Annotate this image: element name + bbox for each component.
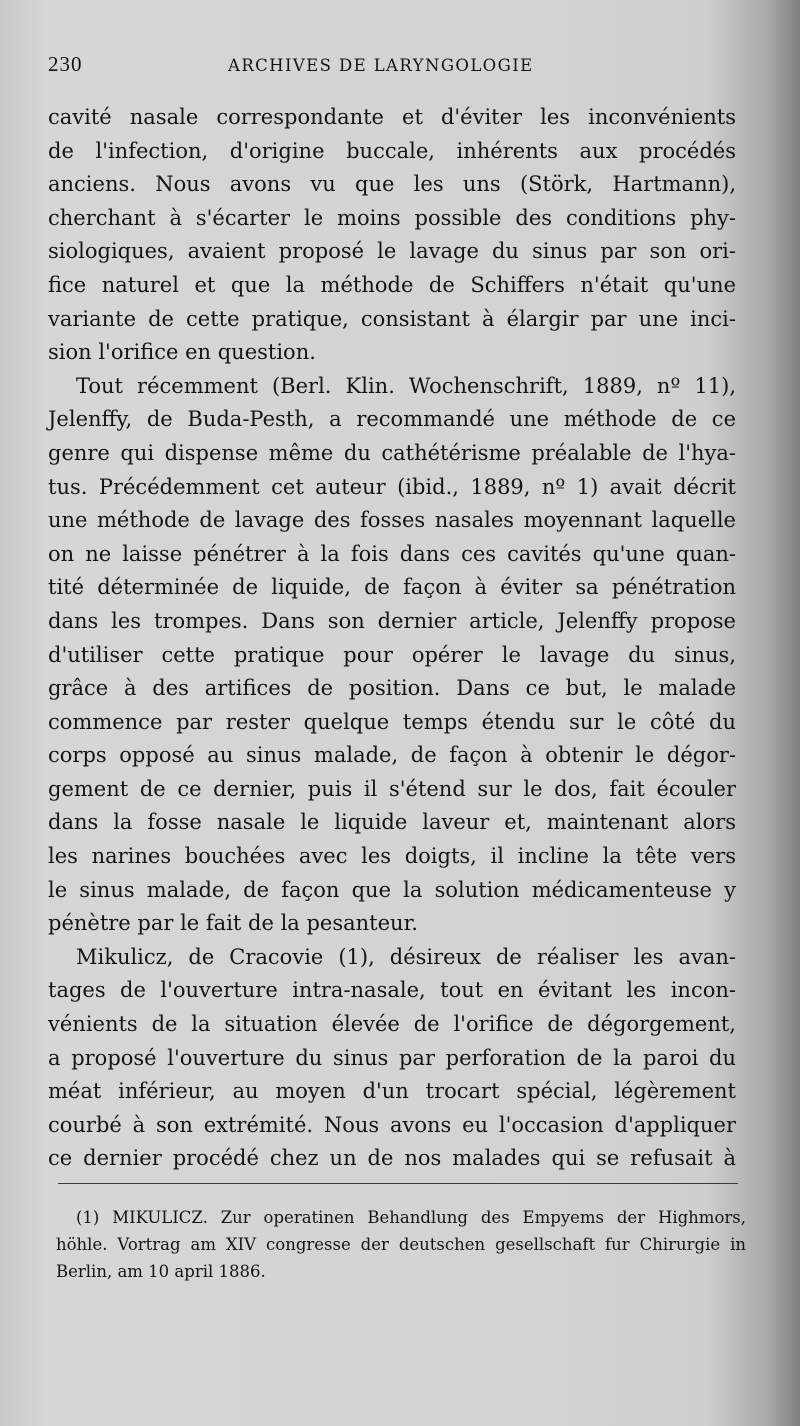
footnote-divider <box>58 1183 738 1184</box>
text-line: Mikulicz, de Cracovie (1), désireux de réaliser les avan- <box>76 944 736 969</box>
text-line: siologiques, avaient proposé le lavage du sinus par son ori- <box>48 239 736 264</box>
text-line: Tout récemment (Berl. Klin. Wochenschrift, 1889, nº 11), <box>76 373 736 398</box>
text-line: pénètre par le fait de la pesanteur. <box>48 911 418 936</box>
text-line: cavité nasale correspondante et d'éviter les inconvénients <box>48 105 736 129</box>
running-head <box>48 52 748 82</box>
text-line: dans la fosse nasale le liquide laveur et, maintenant alors <box>48 810 736 835</box>
text-line: tages de l'ouverture intra-nasale, tout en évitant les incon- <box>48 978 736 1003</box>
text-line: dans les trompes. Dans son dernier article, Jelenffy propose <box>48 608 736 633</box>
text-line: variante de cette pratique, consistant à élargir par une inci- <box>48 306 736 331</box>
footnote-line: Berlin, am 10 april 1886. <box>56 1262 266 1281</box>
text-line: tité déterminée de liquide, de façon à éviter sa pénétration <box>48 575 736 600</box>
text-line: grâce à des artifices de position. Dans ce but, le malade <box>48 676 736 701</box>
text-line: fice naturel et que la méthode de Schiffers n'était qu'une <box>48 272 736 297</box>
text-line: commence par rester quelque temps étendu sur le côté du <box>48 709 736 734</box>
text-line: corps opposé au sinus malade, de façon à obtenir le dégor- <box>48 743 736 768</box>
text-line: a proposé l'ouverture du sinus par perforation de la paroi du <box>48 1045 736 1070</box>
footnote-line: höhle. Vortrag am XIV congresse der deutschen gesellschaft fur Chirurgie in <box>56 1235 746 1254</box>
text-line: vénients de la situation élevée de l'orifice de dégorgement, <box>48 1012 736 1037</box>
text-line: de l'infection, d'origine buccale, inhérents aux procédés <box>48 138 736 163</box>
text-line: sion l'orifice en question. <box>48 340 316 365</box>
text-line: le sinus malade, de façon que la solution médicamenteuse y <box>48 877 736 902</box>
text-line: cherchant à s'écarter le moins possible des conditions phy- <box>48 205 736 230</box>
text-line: d'utiliser cette pratique pour opérer le lavage du sinus, <box>48 642 736 667</box>
footnote <box>56 1204 746 1285</box>
text-line: anciens. Nous avons vu que les uns (Störk, Hartmann), <box>48 172 736 197</box>
body-text <box>48 101 736 1176</box>
text-line: tus. Précédemment cet auteur (ibid., 1889, nº 1) avait décrit <box>48 474 736 499</box>
text-line: méat inférieur, au moyen d'un trocart spécial, légèrement <box>48 1079 736 1104</box>
footnote-line: (1) MIKULICZ. Zur operatinen Behandlung des Empyems der Highmors, <box>76 1208 746 1227</box>
text-line: gement de ce dernier, puis il s'étend sur le dos, fait écouler <box>48 776 736 801</box>
text-line: une méthode de lavage des fosses nasales moyennant laquelle <box>48 508 736 533</box>
journal-title: ARCHIVES DE LARYNGOLOGIE <box>228 56 534 75</box>
text-line: courbé à son extrémité. Nous avons eu l'occasion d'appliquer <box>48 1112 736 1137</box>
text-line: Jelenffy, de Buda-Pesth, a recommandé une méthode de ce <box>48 407 736 432</box>
page-number: 230 <box>48 52 83 76</box>
text-line: ce dernier procédé chez un de nos malades qui se refusait à <box>48 1146 736 1171</box>
text-line: genre qui dispense même du cathétérisme préalable de l'hya- <box>48 440 736 465</box>
text-line: les narines bouchées avec les doigts, il incline la tête vers <box>48 844 736 869</box>
text-line: on ne laisse pénétrer à la fois dans ces cavités qu'une quan- <box>48 541 736 566</box>
